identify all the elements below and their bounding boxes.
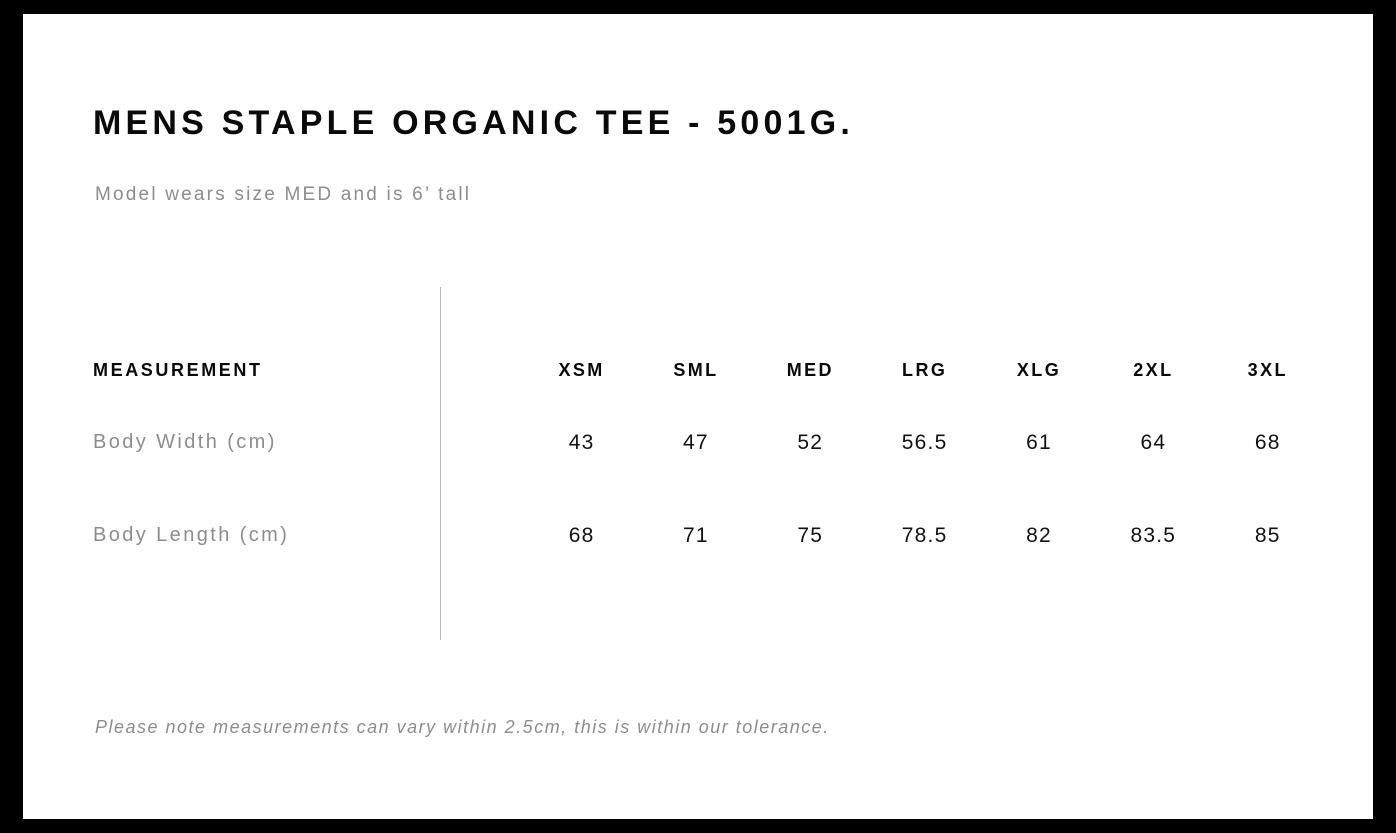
row-label: Body Width (cm): [93, 431, 277, 453]
measurement-cell: 64: [1140, 430, 1167, 454]
measurement-cell: 56.5: [901, 430, 948, 454]
measurement-cell: 68: [1254, 430, 1281, 454]
measurement-cell: 83.5: [1130, 523, 1177, 547]
measurement-cell: 61: [1026, 430, 1052, 454]
column-header-size: XLG: [1016, 359, 1062, 380]
page-title: MENS STAPLE ORGANIC TEE - 5001G.: [93, 104, 854, 142]
column-header-size: XSM: [558, 359, 605, 380]
measurement-cell: 52: [797, 430, 824, 454]
size-chart-page: [23, 14, 1373, 819]
column-header-size: SML: [673, 359, 719, 380]
header-row: [93, 344, 1325, 396]
measurement-cell: 82: [1026, 523, 1052, 547]
measurement-cell: 43: [568, 430, 595, 454]
column-header-size: 2XL: [1133, 359, 1174, 380]
measurement-cell: 71: [683, 523, 709, 547]
measurement-cell: 85: [1254, 523, 1281, 547]
measurement-cell: 47: [683, 430, 709, 454]
measurement-cell: 78.5: [901, 523, 948, 547]
column-header-size: LRG: [902, 359, 948, 380]
table-header: [93, 344, 1325, 396]
table-row: [93, 489, 1325, 582]
column-header-size: 3XL: [1247, 359, 1288, 380]
tolerance-note: Please note measurements can vary within 2.5cm, this is within our tolerance.: [95, 717, 830, 737]
column-header-size: MED: [786, 359, 834, 380]
measurement-cell: 68: [568, 523, 595, 547]
measurement-cell: 75: [797, 523, 824, 547]
size-chart-table: [93, 344, 1325, 582]
table-body: [93, 396, 1325, 582]
table-row: [93, 396, 1325, 489]
content-area: [93, 14, 1327, 819]
model-note: Model wears size MED and is 6’ tall: [95, 184, 472, 205]
column-header-measurement: MEASUREMENT: [93, 359, 263, 380]
row-label: Body Length (cm): [93, 524, 290, 546]
